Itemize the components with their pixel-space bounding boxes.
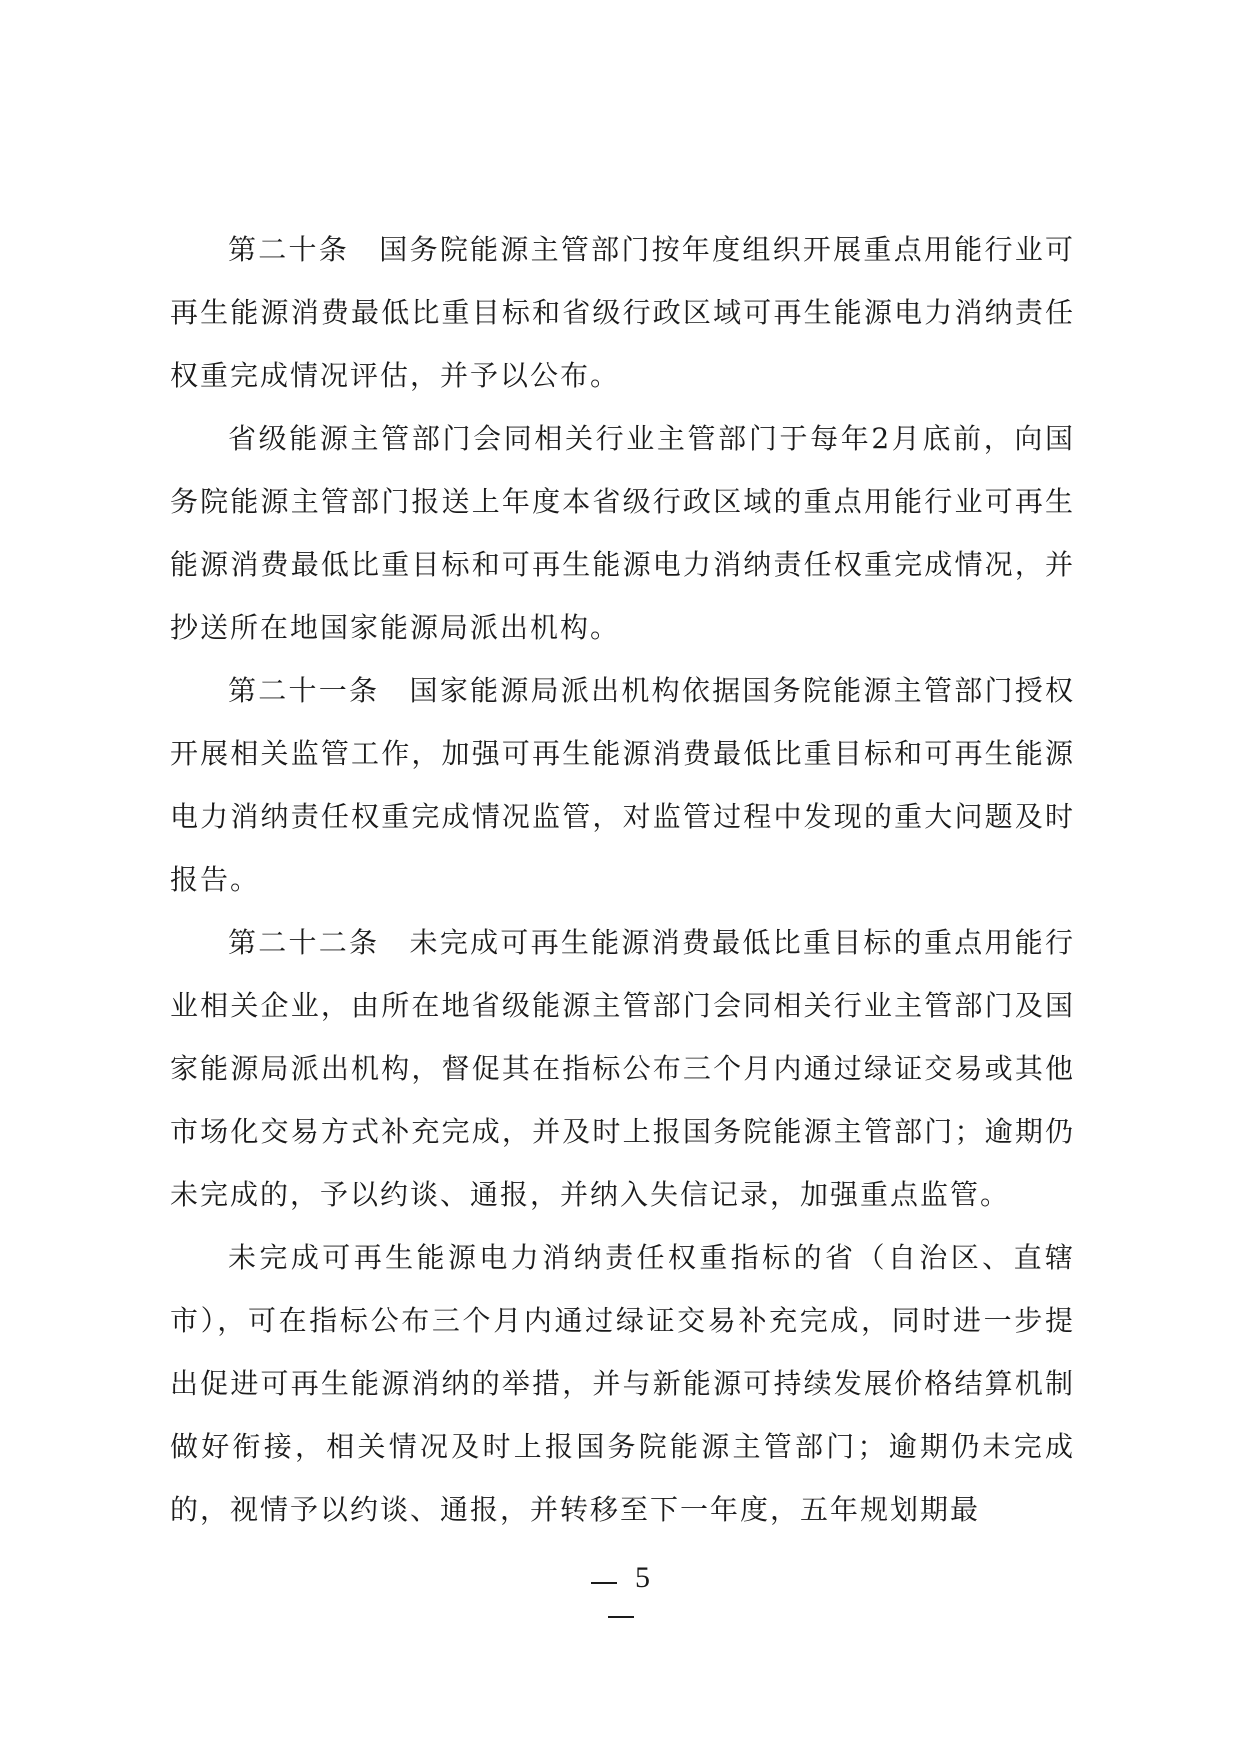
document-body (170, 218, 1075, 1541)
article-22-second-paragraph (170, 1226, 1075, 1541)
article-22-second-text: 未完成可再生能源电力消纳责任权重指标的省（自治区、直辖市），可在指标公布三个月内通过绿证交易补充完成，同时进一步提出促进可再生能源消纳的举措，并与新能源可持续发展价格结算机制做好衔接，相关情况及时上报国务院能源主管部门；逾期仍未完成的，视情予以约谈、通报，并转移至下一年度，五年规划期最 (170, 1241, 1075, 1526)
article-22-text: 未完成可再生能源消费最低比重目标的重点用能行业相关企业，由所在地省级能源主管部门会同相关行业主管部门及国家能源局派出机构，督促其在指标公布三个月内通过绿证交易或其他市场化交易方式补充完成，并及时上报国务院能源主管部门；逾期仍未完成的，予以约谈、通报，并纳入失信记录，加强重点监管。 (170, 926, 1075, 1211)
article-21-heading: 第二十一条 (228, 674, 380, 707)
article-20-heading: 第二十条 (228, 233, 350, 266)
article-20-text: 国务院能源主管部门按年度组织开展重点用能行业可再生能源消费最低比重目标和省级行政区域可再生能源电力消纳责任权重完成情况评估，并予以公布。 (170, 233, 1075, 392)
article-20-second-text: 省级能源主管部门会同相关行业主管部门于每年2月底前，向国务院能源主管部门报送上年度本省级行政区域的重点用能行业可再生能源消费最低比重目标和可再生能源电力消纳责任权重完成情况，并抄送所在地国家能源局派出机构。 (170, 422, 1075, 644)
article-22-paragraph (170, 911, 1075, 1226)
article-21-text: 国家能源局派出机构依据国务院能源主管部门授权开展相关监管工作，加强可再生能源消费最低比重目标和可再生能源电力消纳责任权重完成情况监管，对监管过程中发现的重大问题及时报告。 (170, 674, 1075, 896)
page-number-dash-bottom (608, 1616, 634, 1618)
article-20-paragraph (170, 218, 1075, 407)
article-22-heading: 第二十二条 (228, 926, 380, 959)
page-number: 5 (635, 1561, 650, 1594)
page-number-dash-left (591, 1582, 617, 1584)
article-20-second-paragraph (170, 407, 1075, 659)
article-21-paragraph (170, 659, 1075, 911)
page-footer (0, 1560, 1241, 1618)
